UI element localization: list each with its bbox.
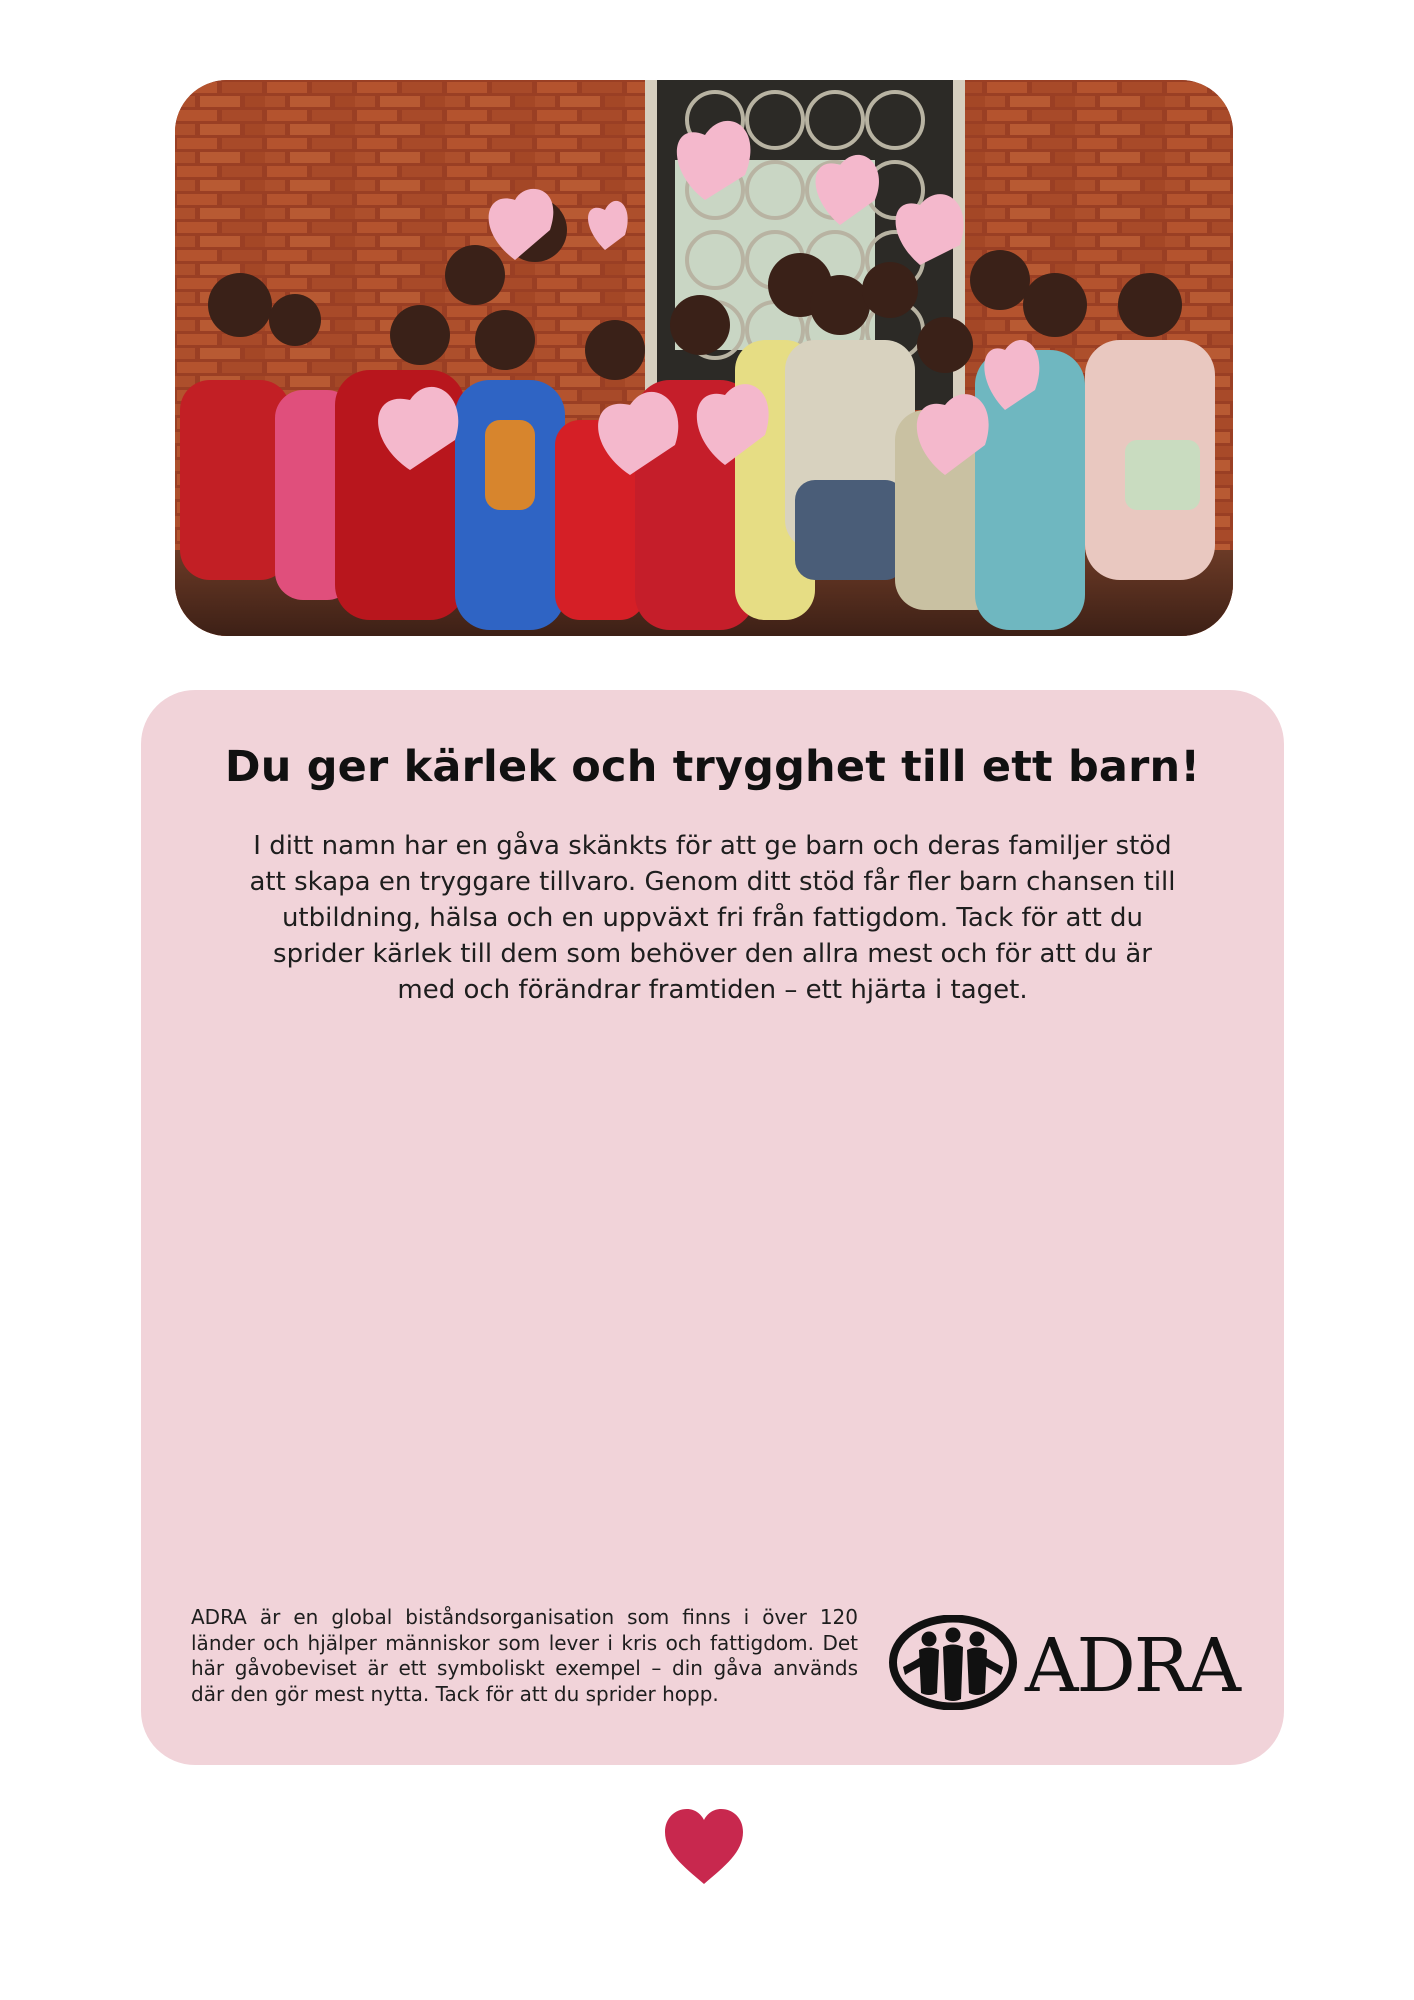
heart-icon <box>663 1808 745 1886</box>
adra-logo-text: ADRA <box>1025 1623 1239 1709</box>
adra-logo <box>889 1615 1239 1715</box>
card-body-text: I ditt namn har en gåva skänkts för att ge barn och deras familjer stöd att skapa en tryggare tillvaro. Genom ditt stöd får fler barn chansen till utbildning, hälsa och en uppväxt fri från fattigdom. Tack för att du sprider kärlek till dem som behöver den allra mest och för att du är med och förändrar framtiden – ett hjärta i taget. <box>249 831 1176 1005</box>
hero-photo <box>175 80 1233 636</box>
gift-certificate-card <box>141 690 1284 1765</box>
adra-logo-icon <box>889 1615 1017 1710</box>
children-photo-illustration <box>175 80 1233 636</box>
card-footer-text: ADRA är en global biståndsorganisation som finns i över 120 länder och hjälper människor som lever i kris och fattigdom. Det här gåvobeviset är ett symboliskt exempel – din gåva används där den gör mest nytta. Tack för att du sprider hopp. <box>191 1605 858 1706</box>
card-title: Du ger kärlek och trygghet till ett barn! <box>224 742 1201 792</box>
